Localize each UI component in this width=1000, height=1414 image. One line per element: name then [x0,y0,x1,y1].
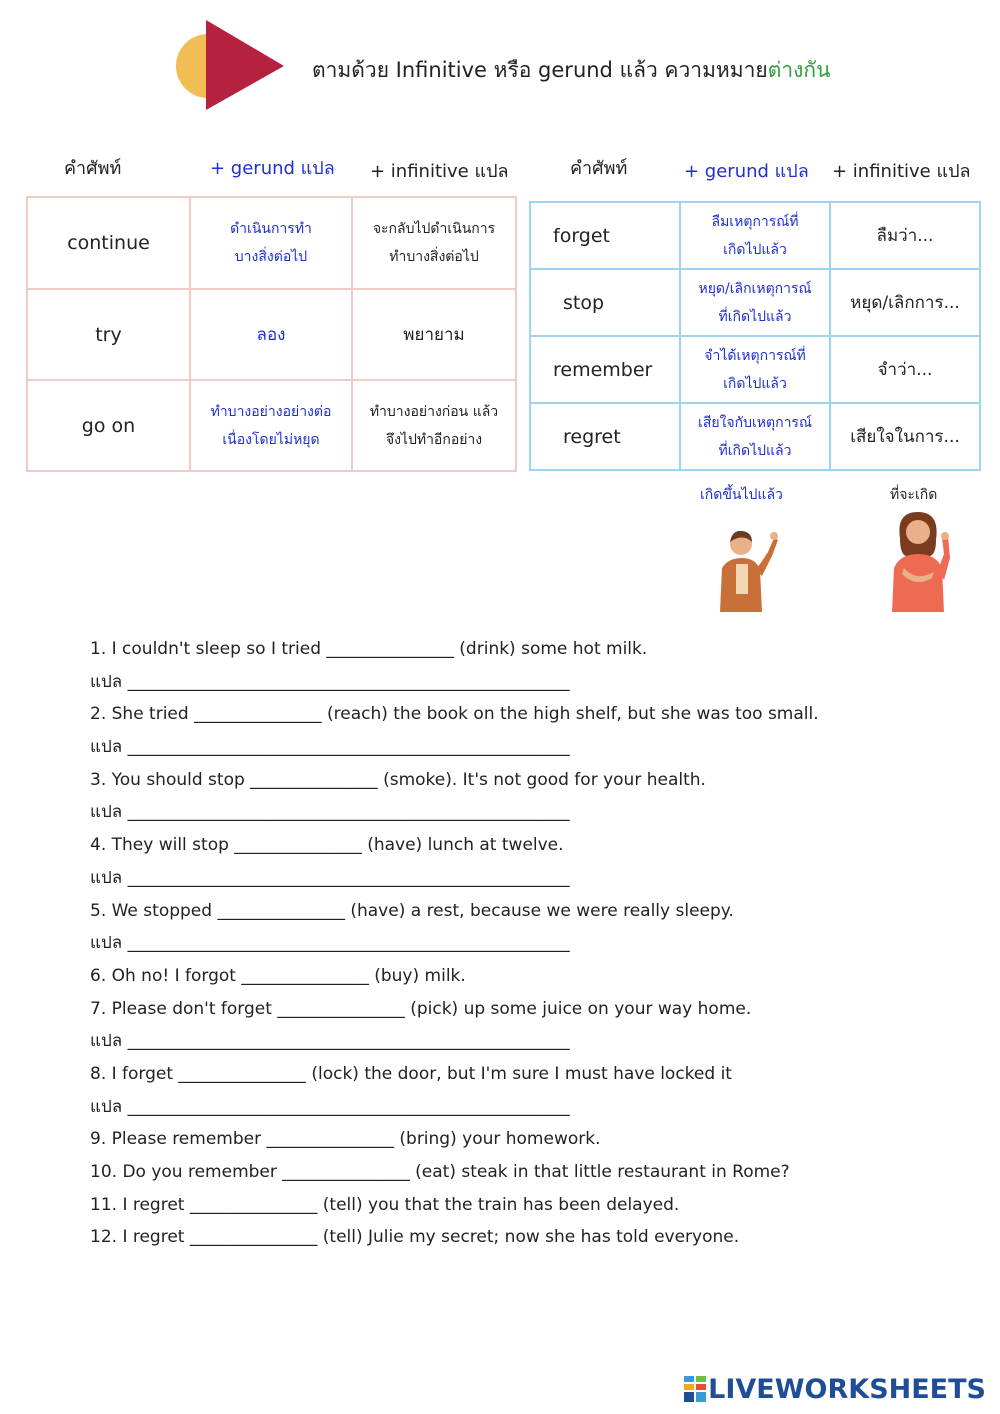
infinitive-cell: ทำบางอย่างก่อน แล้ว จึงไปทำอีกอย่าง [352,380,516,471]
exercise-line[interactable]: 7. Please don't forget _______________ (pick) up some juice on your way home. [90,998,752,1019]
gerund-cell: ลอง [190,289,352,380]
gerund-cell: ลืมเหตุการณ์ที่ เกิดไปแล้ว [680,202,830,269]
man-pointing-icon [708,524,780,614]
left-vocab-table [26,196,517,472]
gerund-cell: หยุด/เลิกเหตุการณ์ ที่เกิดไปแล้ว [680,269,830,336]
table-row [530,336,980,403]
infinitive-cell: พยายาม [352,289,516,380]
infinitive-cell: จะกลับไปดำเนินการ ทำบางสิ่งต่อไป [352,197,516,289]
exercise-line[interactable]: 6. Oh no! I forgot _______________ (buy) milk. [90,965,466,986]
title-main-text: ตามด้วย Infinitive หรือ gerund แล้ว ความหมาย [312,58,768,82]
infinitive-cell: จำว่า... [830,336,980,403]
translation-line[interactable]: แปล ____________________________________________________ [90,1096,570,1117]
exercise-line[interactable]: 12. I regret _______________ (tell) Julie my secret; now she has told everyone. [90,1227,740,1248]
exercise-line[interactable]: 8. I forget _______________ (lock) the door, but I'm sure I must have locked it [90,1063,732,1084]
word-cell: forget [530,202,680,269]
right-header-gerund: + gerund แปล [684,161,809,182]
word-cell: continue [27,197,190,289]
translation-line[interactable]: แปล ____________________________________________________ [90,867,570,888]
translation-line[interactable]: แปล ____________________________________________________ [90,1031,570,1052]
left-header-infinitive: + infinitive แปล [370,161,509,182]
woman-pointing-icon [886,508,952,614]
left-header-word: คำศัพท์ [64,158,122,179]
word-cell: try [27,289,190,380]
table-row [27,289,516,380]
translation-line[interactable]: แปล ____________________________________________________ [90,671,570,692]
right-header-infinitive: + infinitive แปล [832,161,971,182]
exercise-list [90,633,970,1254]
gerund-cell: จำได้เหตุการณ์ที่ เกิดไปแล้ว [680,336,830,403]
caption-future: ที่จะเกิด [890,487,938,503]
exercise-line[interactable]: 11. I regret _______________ (tell) you that the train has been delayed. [90,1194,680,1215]
caption-past: เกิดขึ้นไปแล้ว [700,487,783,503]
translation-line[interactable]: แปล ____________________________________________________ [90,737,570,758]
table-row [530,403,980,470]
brand-text: LIVEWORKSHEETS [708,1373,986,1405]
infinitive-cell: ลืมว่า... [830,202,980,269]
gerund-cell: ดำเนินการทำ บางสิ่งต่อไป [190,197,352,289]
exercise-line[interactable]: 5. We stopped _______________ (have) a rest, because we were really sleepy. [90,900,734,921]
exercise-line[interactable]: 2. She tried _______________ (reach) the book on the high shelf, but she was too small. [90,704,819,725]
word-cell: stop [530,269,680,336]
table-row [27,380,516,471]
exercise-line[interactable]: 1. I couldn't sleep so I tried _______________ (drink) some hot milk. [90,639,648,659]
gerund-cell: ทำบางอย่างอย่างต่อ เนื่องโดยไม่หยุด [190,380,352,471]
exercise-line[interactable]: 10. Do you remember _______________ (eat) steak in that little restaurant in Rome? [90,1162,790,1182]
right-header-word: คำศัพท์ [570,158,628,179]
exercise-line[interactable]: 4. They will stop _______________ (have) lunch at twelve. [90,835,564,856]
word-cell: go on [27,380,190,471]
word-cell: remember [530,336,680,403]
translation-line[interactable]: แปล ____________________________________________________ [90,802,570,823]
translation-line[interactable]: แปล ____________________________________________________ [90,933,570,954]
infinitive-cell: เสียใจในการ... [830,403,980,470]
header-logo-icon [172,20,287,112]
table-row [530,202,980,269]
infinitive-cell: หยุด/เลิกการ... [830,269,980,336]
gerund-cell: เสียใจกับเหตุการณ์ ที่เกิดไปแล้ว [680,403,830,470]
table-row [27,197,516,289]
right-vocab-table [529,201,981,471]
left-header-gerund: + gerund แปล [210,158,335,179]
liveworksheets-logo[interactable] [684,1372,986,1406]
word-cell: regret [530,403,680,470]
exercise-line[interactable]: 3. You should stop _______________ (smoke). It's not good for your health. [90,769,706,790]
exercise-line[interactable]: 9. Please remember _______________ (bring) your homework. [90,1129,601,1150]
title-highlight-text: ต่างกัน [767,58,831,82]
page-title [312,54,830,87]
liveworksheets-logo-icon [684,1376,706,1402]
table-row [530,269,980,336]
